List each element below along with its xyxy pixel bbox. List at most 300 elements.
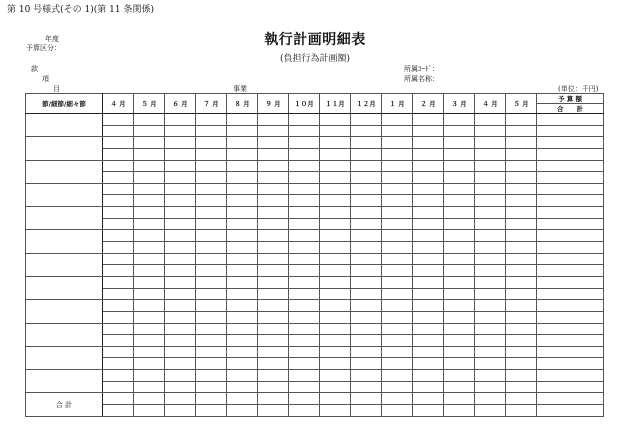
month-cell — [196, 393, 227, 405]
month-cell — [103, 242, 134, 254]
month-cell — [506, 183, 537, 195]
month-cell — [196, 381, 227, 393]
month-cell — [258, 160, 289, 172]
month-cell — [134, 137, 165, 149]
month-cell — [475, 172, 506, 184]
month-cell — [320, 358, 351, 370]
month-cell — [258, 218, 289, 230]
month-cell — [413, 242, 444, 254]
category-cell — [26, 323, 103, 346]
ledger-table — [25, 93, 604, 417]
month-cell — [165, 405, 196, 417]
month-cell — [444, 393, 475, 405]
month-cell — [506, 148, 537, 160]
month-cell — [196, 323, 227, 335]
month-cell — [382, 195, 413, 207]
month-cell — [444, 311, 475, 323]
month-cell — [258, 346, 289, 358]
month-cell — [475, 114, 506, 126]
month-cell — [227, 148, 258, 160]
month-cell — [382, 230, 413, 242]
month-cell — [165, 148, 196, 160]
header-row — [26, 94, 604, 104]
month-cell — [413, 311, 444, 323]
month-cell — [475, 160, 506, 172]
month-cell — [165, 288, 196, 300]
total-cell — [537, 311, 604, 323]
month-cell — [165, 183, 196, 195]
month-cell — [351, 195, 382, 207]
table-row — [26, 253, 604, 265]
month-cell — [289, 253, 320, 265]
month-cell — [227, 358, 258, 370]
month-cell — [134, 288, 165, 300]
month-cell — [320, 300, 351, 312]
month-cell — [103, 300, 134, 312]
month-cell — [258, 253, 289, 265]
month-cell — [103, 311, 134, 323]
month-cell — [258, 311, 289, 323]
month-cell — [475, 265, 506, 277]
month-cell — [227, 276, 258, 288]
month-cell — [351, 172, 382, 184]
dept-code-label: 所属ｺｰﾄﾞ： — [404, 65, 439, 73]
month-cell — [103, 335, 134, 347]
month-cell — [475, 183, 506, 195]
category-cell — [26, 253, 103, 276]
month-cell — [196, 265, 227, 277]
month-cell — [444, 114, 475, 126]
month-cell — [320, 405, 351, 417]
month-header: ７ 月 — [196, 94, 227, 114]
month-cell — [165, 370, 196, 382]
month-cell — [413, 183, 444, 195]
budget-header: 予 算 額 — [537, 94, 604, 104]
month-cell — [165, 393, 196, 405]
category-cell — [26, 370, 103, 393]
month-cell — [351, 207, 382, 219]
category-header: 節/細節/細々節 — [26, 94, 103, 114]
month-cell — [320, 346, 351, 358]
table-row — [26, 300, 604, 312]
month-cell — [320, 381, 351, 393]
month-cell — [475, 125, 506, 137]
month-cell — [351, 381, 382, 393]
month-cell — [227, 183, 258, 195]
month-cell — [351, 300, 382, 312]
category-cell — [26, 276, 103, 299]
month-cell — [289, 242, 320, 254]
month-cell — [258, 114, 289, 126]
month-cell — [382, 276, 413, 288]
month-cell — [506, 160, 537, 172]
month-cell — [134, 300, 165, 312]
month-cell — [444, 381, 475, 393]
month-cell — [444, 137, 475, 149]
month-cell — [444, 242, 475, 254]
month-cell — [227, 160, 258, 172]
month-header: ５ 月 — [506, 94, 537, 114]
month-cell — [165, 276, 196, 288]
month-cell — [103, 265, 134, 277]
month-cell — [134, 218, 165, 230]
month-cell — [196, 346, 227, 358]
total-cell — [537, 125, 604, 137]
month-cell — [444, 346, 475, 358]
month-cell — [506, 288, 537, 300]
table-row — [26, 276, 604, 288]
month-cell — [227, 242, 258, 254]
month-cell — [258, 148, 289, 160]
month-cell — [351, 276, 382, 288]
month-cell — [196, 242, 227, 254]
table-row — [26, 381, 604, 393]
month-cell — [444, 218, 475, 230]
month-cell — [103, 405, 134, 417]
month-cell — [320, 370, 351, 382]
month-cell — [506, 300, 537, 312]
month-cell — [444, 276, 475, 288]
category-cell — [26, 300, 103, 323]
month-cell — [444, 265, 475, 277]
month-cell — [258, 405, 289, 417]
total-cell — [537, 253, 604, 265]
month-cell — [475, 253, 506, 265]
category-cell — [26, 207, 103, 230]
month-cell — [351, 160, 382, 172]
table-row — [26, 183, 604, 195]
month-cell — [165, 207, 196, 219]
month-cell — [382, 323, 413, 335]
month-cell — [475, 288, 506, 300]
month-cell — [506, 218, 537, 230]
table-row — [26, 172, 604, 184]
month-cell — [134, 311, 165, 323]
month-cell — [258, 300, 289, 312]
month-cell — [227, 311, 258, 323]
month-header: ５ 月 — [134, 94, 165, 114]
total-cell — [537, 346, 604, 358]
month-cell — [506, 125, 537, 137]
month-cell — [382, 218, 413, 230]
month-cell — [289, 137, 320, 149]
total-cell — [537, 370, 604, 382]
month-cell — [134, 160, 165, 172]
month-cell — [196, 195, 227, 207]
month-cell — [506, 265, 537, 277]
month-cell — [258, 265, 289, 277]
month-cell — [165, 265, 196, 277]
month-cell — [320, 125, 351, 137]
dept-name-label: 所属名称： — [404, 75, 439, 83]
month-header: １ 月 — [382, 94, 413, 114]
month-cell — [227, 172, 258, 184]
month-cell — [320, 148, 351, 160]
month-cell — [134, 230, 165, 242]
month-cell — [258, 242, 289, 254]
month-cell — [351, 358, 382, 370]
month-cell — [165, 137, 196, 149]
month-cell — [196, 253, 227, 265]
table-row — [26, 311, 604, 323]
month-cell — [382, 346, 413, 358]
month-cell — [444, 405, 475, 417]
month-cell — [475, 358, 506, 370]
month-cell — [475, 242, 506, 254]
total-cell — [537, 265, 604, 277]
month-cell — [134, 172, 165, 184]
month-cell — [320, 195, 351, 207]
month-cell — [134, 358, 165, 370]
month-cell — [227, 137, 258, 149]
month-cell — [413, 207, 444, 219]
month-header: ４ 月 — [103, 94, 134, 114]
category-cell — [26, 114, 103, 137]
month-cell — [475, 370, 506, 382]
month-cell — [134, 207, 165, 219]
total-cell — [537, 160, 604, 172]
month-cell — [227, 265, 258, 277]
month-cell — [103, 370, 134, 382]
month-cell — [413, 300, 444, 312]
month-cell — [382, 288, 413, 300]
month-cell — [258, 358, 289, 370]
month-cell — [475, 218, 506, 230]
month-cell — [320, 218, 351, 230]
month-header: １０月 — [289, 94, 320, 114]
month-cell — [134, 276, 165, 288]
month-cell — [444, 288, 475, 300]
month-cell — [475, 311, 506, 323]
month-cell — [103, 346, 134, 358]
month-cell — [506, 114, 537, 126]
month-cell — [289, 405, 320, 417]
month-cell — [413, 358, 444, 370]
month-cell — [444, 300, 475, 312]
month-cell — [382, 370, 413, 382]
month-cell — [103, 160, 134, 172]
month-cell — [351, 230, 382, 242]
month-cell — [196, 405, 227, 417]
month-cell — [258, 172, 289, 184]
total-cell — [537, 358, 604, 370]
month-cell — [165, 242, 196, 254]
month-cell — [382, 114, 413, 126]
month-cell — [134, 148, 165, 160]
month-cell — [475, 323, 506, 335]
month-cell — [103, 381, 134, 393]
month-cell — [351, 311, 382, 323]
month-header: ４ 月 — [475, 94, 506, 114]
month-cell — [444, 160, 475, 172]
month-cell — [227, 393, 258, 405]
category-cell — [26, 160, 103, 183]
month-cell — [475, 300, 506, 312]
month-cell — [320, 276, 351, 288]
month-cell — [196, 311, 227, 323]
table-row — [26, 148, 604, 160]
month-cell — [103, 207, 134, 219]
month-header: ２ 月 — [413, 94, 444, 114]
month-header: １１月 — [320, 94, 351, 114]
month-cell — [351, 346, 382, 358]
month-cell — [196, 148, 227, 160]
month-cell — [382, 253, 413, 265]
month-cell — [289, 346, 320, 358]
month-cell — [227, 335, 258, 347]
month-cell — [444, 125, 475, 137]
month-cell — [475, 230, 506, 242]
month-cell — [227, 370, 258, 382]
table-row — [26, 125, 604, 137]
month-cell — [475, 381, 506, 393]
month-cell — [382, 207, 413, 219]
month-cell — [103, 148, 134, 160]
month-cell — [227, 381, 258, 393]
table-row — [26, 114, 604, 126]
page-subtitle: (負担行為計画額) — [279, 54, 351, 64]
total-cell — [537, 148, 604, 160]
table-row — [26, 265, 604, 277]
month-cell — [103, 183, 134, 195]
category-cell — [26, 183, 103, 206]
month-cell — [506, 207, 537, 219]
month-cell — [227, 230, 258, 242]
month-cell — [165, 172, 196, 184]
month-cell — [413, 381, 444, 393]
total-cell — [537, 195, 604, 207]
month-cell — [413, 393, 444, 405]
month-cell — [444, 358, 475, 370]
month-cell — [134, 195, 165, 207]
month-cell — [103, 253, 134, 265]
month-cell — [289, 300, 320, 312]
month-cell — [413, 346, 444, 358]
month-cell — [165, 311, 196, 323]
month-cell — [351, 288, 382, 300]
month-cell — [289, 230, 320, 242]
month-cell — [444, 335, 475, 347]
month-cell — [351, 265, 382, 277]
month-cell — [165, 114, 196, 126]
month-cell — [289, 265, 320, 277]
month-cell — [289, 393, 320, 405]
category-cell — [26, 346, 103, 369]
month-cell — [103, 323, 134, 335]
month-cell — [196, 183, 227, 195]
month-cell — [258, 183, 289, 195]
month-cell — [475, 137, 506, 149]
month-cell — [382, 358, 413, 370]
month-cell — [289, 370, 320, 382]
month-cell — [444, 370, 475, 382]
month-cell — [351, 335, 382, 347]
month-cell — [258, 207, 289, 219]
category-cell — [26, 230, 103, 253]
month-cell — [103, 218, 134, 230]
month-cell — [134, 405, 165, 417]
month-cell — [413, 276, 444, 288]
month-cell — [413, 370, 444, 382]
moku-label: 目 — [53, 85, 60, 93]
month-cell — [382, 148, 413, 160]
total-cell — [537, 137, 604, 149]
month-cell — [320, 160, 351, 172]
month-cell — [506, 195, 537, 207]
month-cell — [134, 381, 165, 393]
month-cell — [134, 370, 165, 382]
total-cell — [537, 242, 604, 254]
month-cell — [103, 393, 134, 405]
unit-label: (単位：千円) — [558, 85, 599, 93]
month-cell — [103, 195, 134, 207]
month-cell — [413, 335, 444, 347]
month-cell — [475, 195, 506, 207]
month-cell — [506, 230, 537, 242]
total-cell — [537, 230, 604, 242]
month-cell — [475, 405, 506, 417]
month-cell — [196, 300, 227, 312]
month-cell — [506, 253, 537, 265]
month-cell — [289, 172, 320, 184]
month-cell — [382, 183, 413, 195]
month-cell — [258, 381, 289, 393]
month-cell — [351, 114, 382, 126]
month-cell — [413, 137, 444, 149]
month-cell — [165, 195, 196, 207]
month-cell — [134, 253, 165, 265]
month-cell — [382, 311, 413, 323]
month-header: ８ 月 — [227, 94, 258, 114]
month-cell — [351, 183, 382, 195]
table-row — [26, 230, 604, 242]
month-cell — [165, 358, 196, 370]
month-cell — [506, 323, 537, 335]
fiscal-year-label: 年度 — [45, 35, 59, 43]
month-cell — [258, 195, 289, 207]
total-cell — [537, 381, 604, 393]
category-cell — [26, 137, 103, 160]
table-row — [26, 160, 604, 172]
table-row — [26, 242, 604, 254]
month-cell — [351, 218, 382, 230]
month-cell — [289, 311, 320, 323]
month-cell — [475, 207, 506, 219]
month-cell — [258, 323, 289, 335]
month-cell — [227, 288, 258, 300]
month-cell — [475, 276, 506, 288]
month-cell — [320, 393, 351, 405]
month-cell — [320, 183, 351, 195]
month-cell — [134, 125, 165, 137]
month-cell — [258, 137, 289, 149]
page-title: 執行計画明細表 — [264, 32, 366, 48]
month-cell — [506, 335, 537, 347]
month-cell — [289, 195, 320, 207]
month-cell — [444, 323, 475, 335]
month-cell — [289, 335, 320, 347]
month-cell — [506, 172, 537, 184]
month-cell — [506, 311, 537, 323]
month-cell — [506, 358, 537, 370]
month-cell — [289, 148, 320, 160]
month-cell — [382, 242, 413, 254]
month-cell — [103, 172, 134, 184]
month-cell — [382, 381, 413, 393]
month-cell — [444, 148, 475, 160]
total-cell — [537, 393, 604, 405]
table-row — [26, 335, 604, 347]
